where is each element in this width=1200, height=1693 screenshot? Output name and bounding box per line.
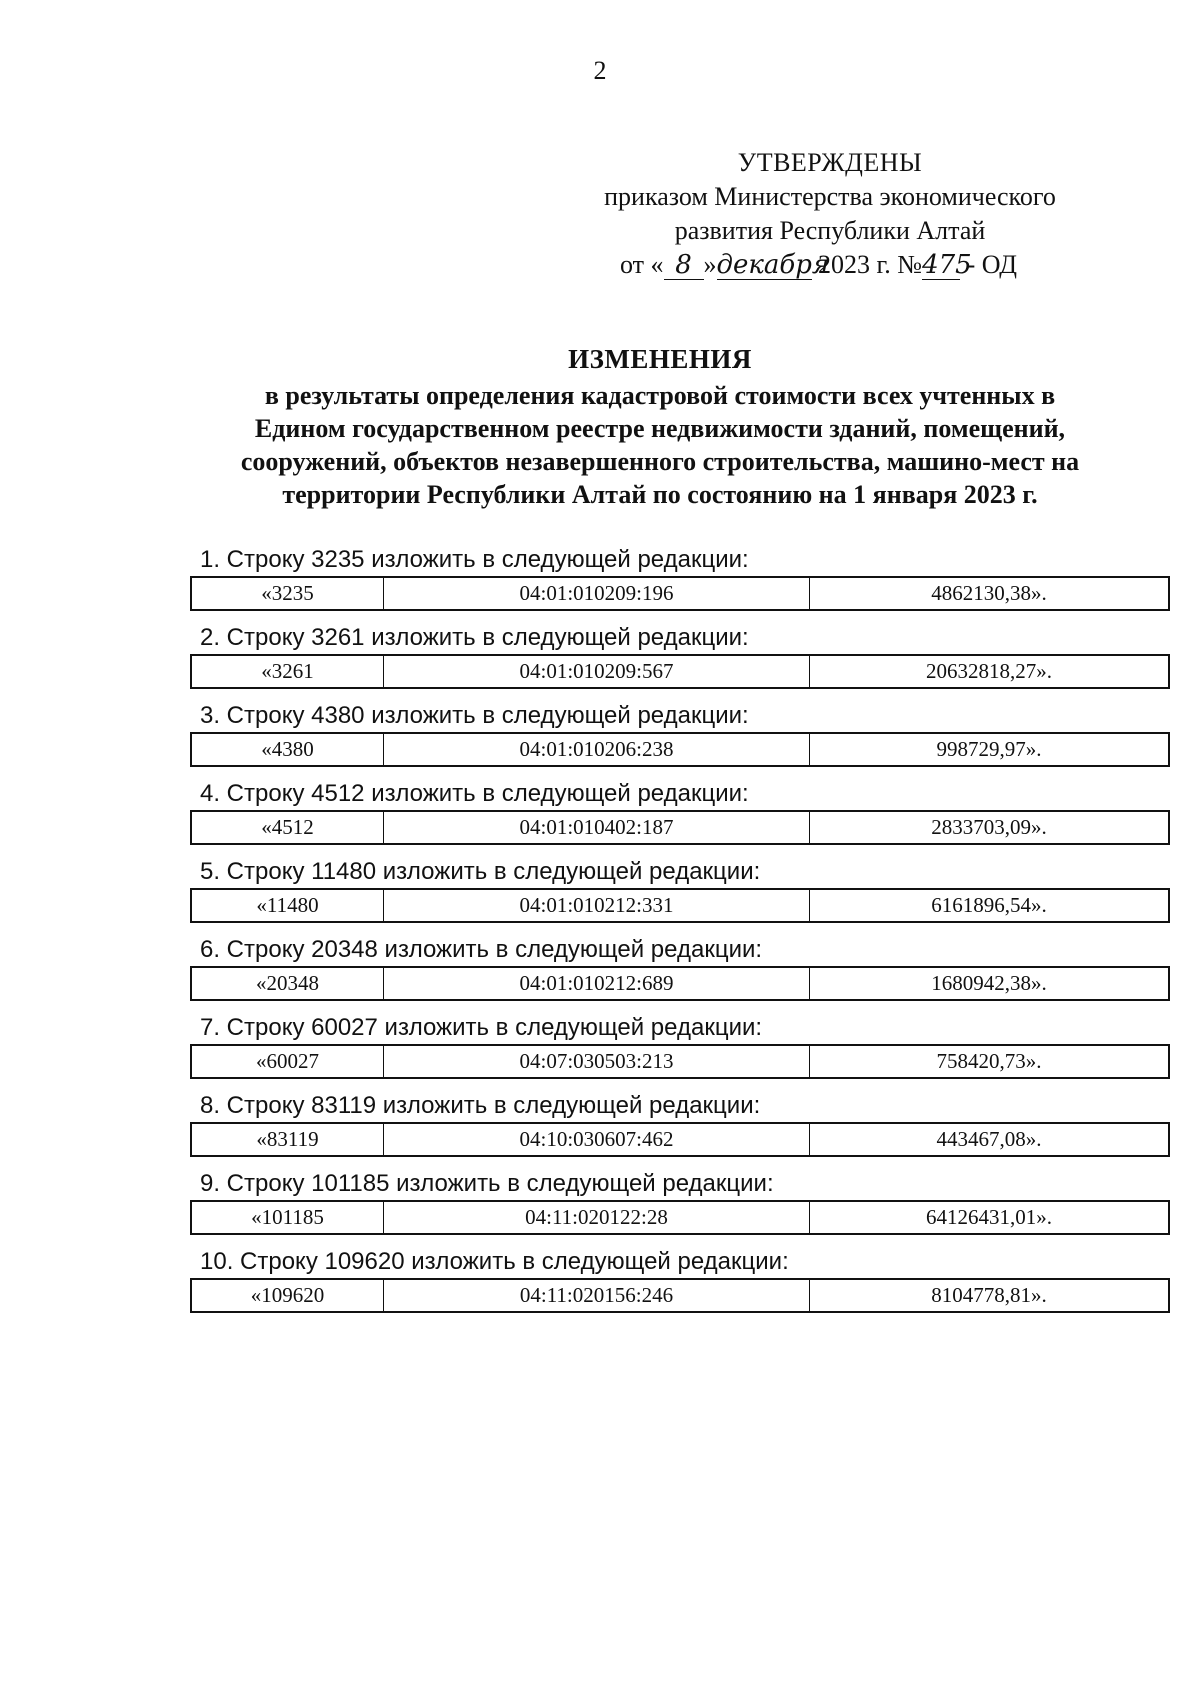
amendment-item	[190, 1012, 1170, 1079]
cadastral-value-cell: 1680942,38».	[931, 971, 1047, 995]
order-suffix: - ОД	[966, 250, 1017, 279]
amendment-item	[190, 1090, 1170, 1157]
amendment-caption: 4. Строку 4512 изложить в следующей редакции:	[200, 780, 749, 807]
row-number-cell: «11480	[192, 890, 384, 921]
amendment-row-table	[190, 966, 1170, 1001]
amendment-caption: 8. Строку 83119 изложить в следующей редакции:	[200, 1092, 761, 1119]
amendment-item	[190, 544, 1170, 611]
approval-block	[560, 146, 1100, 282]
amendment-caption: 3. Строку 4380 изложить в следующей редакции:	[200, 702, 749, 729]
cadastral-number-cell: 04:01:010402:187	[384, 812, 810, 843]
document-subtitle-line-3: сооружений, объектов незавершенного строительства, машино-мест на	[240, 447, 1080, 476]
cadastral-value-cell: 758420,73».	[936, 1049, 1042, 1073]
cadastral-value-cell: 6161896,54».	[931, 893, 1047, 917]
amendment-caption: 9. Строку 101185 изложить в следующей редакции:	[200, 1170, 774, 1197]
amendment-item	[190, 1168, 1170, 1235]
cadastral-number-cell: 04:11:020156:246	[384, 1280, 810, 1311]
amendment-item	[190, 700, 1170, 767]
row-number-cell: «4380	[192, 734, 384, 765]
document-title-block	[180, 344, 1140, 511]
order-number-handwritten: 475	[922, 250, 972, 280]
amendment-caption: 5. Строку 11480 изложить в следующей редакции:	[200, 858, 761, 885]
amendment-row-table	[190, 810, 1170, 845]
cadastral-number-cell: 04:01:010206:238	[384, 734, 810, 765]
amendment-row-table	[190, 732, 1170, 767]
row-number-cell: «109620	[192, 1280, 384, 1311]
amendment-caption: 10. Строку 109620 изложить в следующей редакции:	[200, 1248, 789, 1275]
cadastral-number-cell: 04:01:010209:567	[384, 656, 810, 687]
cadastral-number-cell: 04:11:020122:28	[384, 1202, 810, 1233]
cadastral-value-cell: 8104778,81».	[931, 1283, 1047, 1307]
amendment-item	[190, 1246, 1170, 1313]
row-number-cell: «60027	[192, 1046, 384, 1077]
row-number-cell: «83119	[192, 1124, 384, 1155]
cadastral-number-cell: 04:01:010209:196	[384, 578, 810, 609]
approval-line-1: приказом Министерства экономического	[604, 182, 1056, 211]
order-mid-quote: »	[703, 250, 717, 279]
cadastral-number-cell: 04:07:030503:213	[384, 1046, 810, 1077]
amendment-row-table	[190, 576, 1170, 611]
amendment-list	[190, 544, 1170, 1324]
amendment-row-table	[190, 1122, 1170, 1157]
approval-line-2: развития Республики Алтай	[674, 216, 986, 245]
row-number-cell: «101185	[192, 1202, 384, 1233]
order-day-handwritten: 8	[664, 251, 704, 280]
page-number: 2	[593, 56, 607, 85]
order-month-handwritten: декабря	[716, 250, 830, 280]
amendment-row-table	[190, 888, 1170, 923]
cadastral-value-cell: 443467,08».	[936, 1127, 1042, 1151]
cadastral-value-cell: 4862130,38».	[931, 581, 1047, 605]
amendment-row-table	[190, 1044, 1170, 1079]
amendment-row-table	[190, 1278, 1170, 1313]
cadastral-value-cell: 998729,97».	[936, 737, 1042, 761]
amendment-caption: 2. Строку 3261 изложить в следующей редакции:	[200, 624, 749, 651]
cadastral-number-cell: 04:01:010212:331	[384, 890, 810, 921]
order-year-text: 2023 г. №	[818, 250, 923, 279]
cadastral-number-cell: 04:01:010212:689	[384, 968, 810, 999]
amendment-item	[190, 622, 1170, 689]
amendment-caption: 6. Строку 20348 изложить в следующей редакции:	[200, 936, 763, 963]
amendment-item	[190, 856, 1170, 923]
approved-label: УТВЕРЖДЕНЫ	[737, 148, 923, 177]
document-subtitle-line-4: территории Республики Алтай по состоянию на 1 января 2023 г.	[282, 480, 1038, 509]
document-subtitle-line-2: Едином государственном реестре недвижимости зданий, помещений,	[254, 414, 1066, 443]
amendment-item	[190, 778, 1170, 845]
order-line	[560, 248, 1100, 282]
amendment-row-table	[190, 654, 1170, 689]
cadastral-value-cell: 2833703,09».	[931, 815, 1047, 839]
cadastral-number-cell: 04:10:030607:462	[384, 1124, 810, 1155]
cadastral-value-cell: 20632818,27».	[926, 659, 1052, 683]
row-number-cell: «20348	[192, 968, 384, 999]
amendment-caption: 7. Строку 60027 изложить в следующей редакции:	[200, 1014, 763, 1041]
row-number-cell: «3261	[192, 656, 384, 687]
row-number-cell: «3235	[192, 578, 384, 609]
amendment-caption: 1. Строку 3235 изложить в следующей редакции:	[200, 546, 749, 573]
document-subtitle-line-1: в результаты определения кадастровой стоимости всех учтенных в	[264, 381, 1056, 410]
amendment-item	[190, 934, 1170, 1001]
cadastral-value-cell: 64126431,01».	[926, 1205, 1052, 1229]
amendment-row-table	[190, 1200, 1170, 1235]
row-number-cell: «4512	[192, 812, 384, 843]
order-from-prefix: от «	[620, 250, 664, 279]
document-heading: ИЗМЕНЕНИЯ	[568, 344, 752, 374]
